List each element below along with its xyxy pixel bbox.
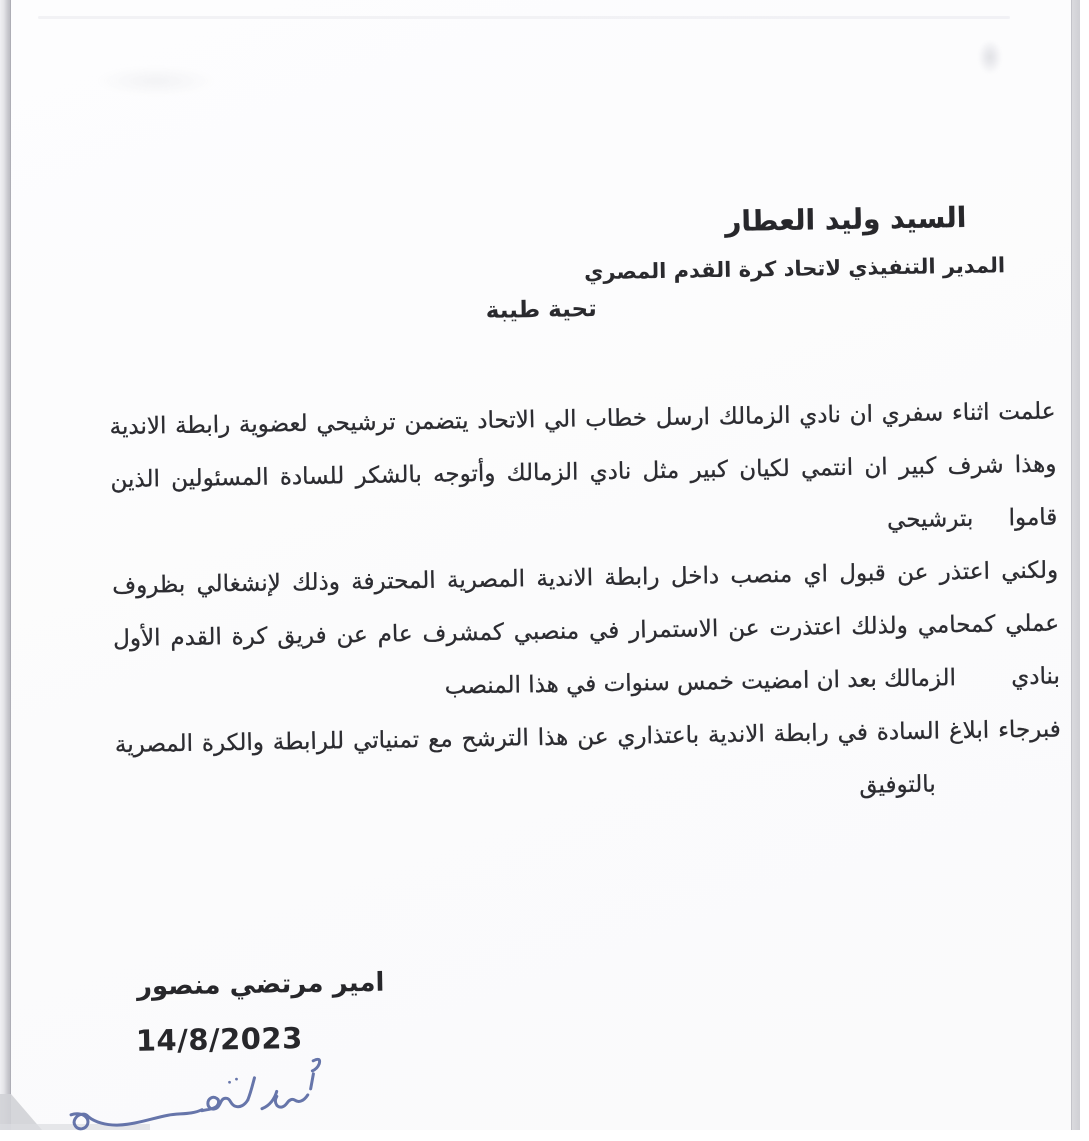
recipient-title: المدير التنفيذي لاتحاد كرة القدم المصري: [583, 253, 1006, 285]
body-line: عملي كمحامي ولذلك اعتذرت عن الاستمرار في منصبي كمشرف عام عن فريق كرة القدم الأول بنادي: [112, 610, 1061, 691]
body-line: علمت اثناء سفري ان نادي الزمالك ارسل خطاب الي الاتحاد يتضمن ترشيحي لعضوية رابطة الاندية: [109, 398, 1056, 441]
letter-body: [109, 385, 1062, 825]
salutation: تحية طيبة: [485, 296, 597, 324]
body-line: بالتوفيق: [859, 771, 936, 799]
handwritten-signature: [24, 1049, 337, 1140]
body-line: فبرجاء ابلاغ السادة في رابطة الاندية باعتذاري عن هذا الترشح مع تمنياتي للرابطة والكرة المصرية: [114, 716, 1062, 759]
body-line: وهذا شرف كبير ان انتمي لكيان كبير مثل نادي الزمالك وأتوجه بالشكر للسادة المسئولين الذين قاموا: [110, 451, 1058, 532]
body-line: ولكني اعتذر عن قبول اي منصب داخل رابطة الاندية المصرية المحترفة وذلك لإنشغالي بظروف: [112, 557, 1059, 600]
body-line: الزمالك بعد ان امضيت خمس سنوات في هذا المنصب: [444, 665, 957, 700]
body-line: بترشيحي: [886, 505, 974, 534]
sender-name: امير مرتضي منصور: [136, 967, 385, 1002]
recipient-name: السيد وليد العطار: [724, 200, 967, 238]
letter-date: 14/8/2023: [135, 1021, 304, 1058]
